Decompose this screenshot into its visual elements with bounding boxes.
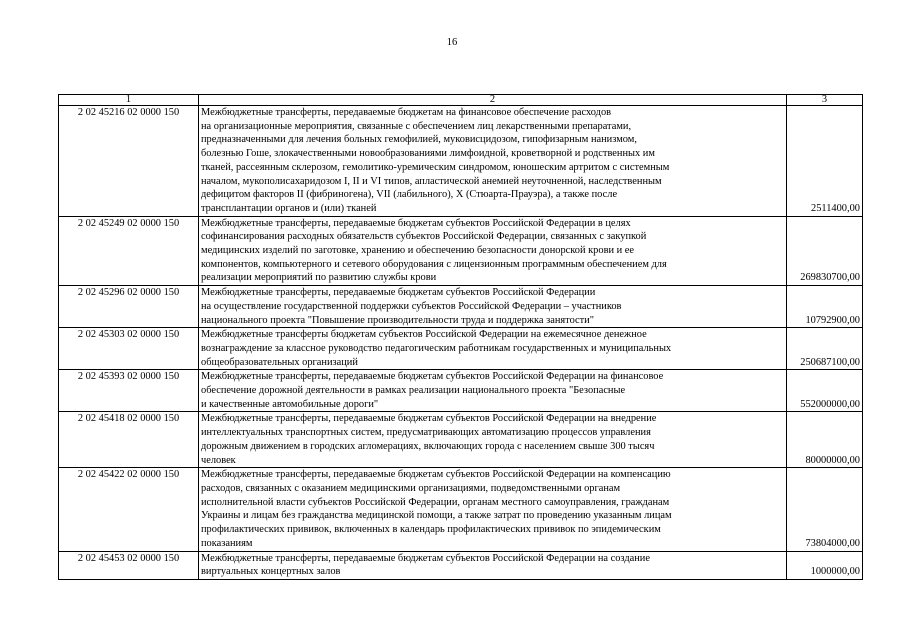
description-line: Межбюджетные трансферты, передаваемые бюджетам субъектов Российской Федерации на создание	[201, 552, 650, 564]
budget-code-cell: 2 02 45216 02 0000 150	[59, 106, 199, 217]
description-line: и качественные автомобильные дороги"	[201, 398, 379, 410]
description-line: на осуществление государственной поддержки субъектов Российской Федерации – участников	[201, 300, 622, 312]
description-line: на организационные мероприятия, связанные с обеспечением лиц лекарственными препаратами,	[201, 120, 632, 132]
description-line: исполнительной власти субъектов Российской Федерации, органам местного самоуправления, гражданам	[201, 496, 670, 508]
table-header-row	[59, 95, 863, 106]
description-line: предназначенными для лечения больных гемофилией, муковисцидозом, гипофизарным нанизмом,	[201, 134, 637, 146]
description-line: Межбюджетные трансферты, передаваемые бюджетам субъектов Российской Федерации	[201, 287, 596, 299]
description-line: трансплантации органов и (или) тканей	[201, 202, 377, 214]
amount-cell: 2511400,00	[787, 106, 863, 217]
description-line: Межбюджетные трансферты, передаваемые бюджетам субъектов Российской Федерации в целях	[201, 217, 631, 229]
description-line: Межбюджетные трансферты, передаваемые бюджетам на финансовое обеспечение расходов	[201, 107, 612, 118]
budget-code-cell: 2 02 45422 02 0000 150	[59, 468, 199, 551]
description-line: началом, мукополисахаридозом I, II и VI типов, апластической анемией неуточненной, наследственным	[201, 175, 662, 187]
description-line: Межбюджетные трансферты, передаваемые бюджетам субъектов Российской Федерации на компенсацию	[201, 469, 671, 481]
budget-code-cell: 2 02 45418 02 0000 150	[59, 412, 199, 468]
description-line: болезнью Гоше, злокачественными новообразованиями лимфоидной, кроветворной и родственных им	[201, 148, 655, 160]
description-line: дорожным движением в городских агломерациях, включающих города с населением свыше 300 тысяч	[201, 440, 655, 452]
amount-cell: 73804000,00	[787, 468, 863, 551]
description-cell	[199, 286, 787, 328]
description-line: Межбюджетные трансферты бюджетам субъектов Российской Федерации на ежемесячное денежное	[201, 329, 647, 341]
table-row	[59, 286, 863, 328]
table-row	[59, 551, 863, 579]
column-header-code: 1	[59, 95, 199, 106]
amount-cell: 269830700,00	[787, 216, 863, 286]
page-number: 16	[446, 37, 458, 48]
table-row	[59, 216, 863, 286]
amount-cell: 552000000,00	[787, 370, 863, 412]
description-line: дефицитом факторов II (фибриногена), VII (лабильного), X (Стюарта-Прауэра), а также после	[201, 189, 618, 201]
amount-cell: 1000000,00	[787, 551, 863, 579]
amount-cell: 10792900,00	[787, 286, 863, 328]
budget-code-cell: 2 02 45296 02 0000 150	[59, 286, 199, 328]
amount-cell: 250687100,00	[787, 328, 863, 370]
description-line: реализации мероприятий по развитию службы крови	[201, 272, 437, 284]
description-cell	[199, 468, 787, 551]
amount-cell: 80000000,00	[787, 412, 863, 468]
description-line: национального проекта "Повышение производительности труда и поддержка занятости"	[201, 314, 594, 326]
description-line: Межбюджетные трансферты, передаваемые бюджетам субъектов Российской Федерации на внедрение	[201, 413, 657, 425]
description-line: общеобразовательных организаций	[201, 356, 358, 368]
description-line: профилактических прививок, включенных в календарь профилактических прививок по эпидемическим	[201, 524, 661, 536]
table-row	[59, 370, 863, 412]
description-cell	[199, 106, 787, 217]
description-line: компонентов, компьютерного и сетевого оборудования с лицензионным программным обеспечением для	[201, 258, 667, 270]
description-line: показаниям	[201, 537, 253, 549]
description-cell	[199, 551, 787, 579]
description-line: Украины и лицам без гражданства медицинской помощи, а также затрат по проведению указанным лицам	[201, 510, 672, 522]
description-line: Межбюджетные трансферты, передаваемые бюджетам субъектов Российской Федерации на финансовое	[201, 371, 664, 383]
column-header-amount: 3	[787, 95, 863, 106]
column-header-description: 2	[199, 95, 787, 106]
budget-revenue-table	[58, 94, 863, 580]
table-row	[59, 468, 863, 551]
description-cell	[199, 412, 787, 468]
description-line: софинансирования расходных обязательств субъектов Российской Федерации, связанных с закупкой	[201, 231, 647, 243]
description-cell	[199, 370, 787, 412]
budget-code-cell: 2 02 45249 02 0000 150	[59, 216, 199, 286]
description-line: виртуальных концертных залов	[201, 566, 341, 578]
description-line: вознаграждение за классное руководство педагогическим работникам государственных и муниципальных	[201, 342, 672, 354]
table-row	[59, 328, 863, 370]
table-row	[59, 106, 863, 217]
budget-code-cell: 2 02 45453 02 0000 150	[59, 551, 199, 579]
table-row	[59, 412, 863, 468]
description-line: человек	[201, 454, 236, 466]
description-cell	[199, 328, 787, 370]
description-line: расходов, связанных с оказанием медицинскими организациями, подведомственными органам	[201, 482, 621, 494]
budget-code-cell: 2 02 45393 02 0000 150	[59, 370, 199, 412]
description-line: медицинских изделий по заготовке, хранению и обеспечению безопасности донорской крови и ее	[201, 245, 635, 257]
budget-code-cell: 2 02 45303 02 0000 150	[59, 328, 199, 370]
description-cell	[199, 216, 787, 286]
description-line: интеллектуальных транспортных систем, предусматривающих автоматизацию процессов управления	[201, 427, 651, 439]
description-line: тканей, рассеянным склерозом, гемолитико-уремическим синдромом, юношеским артритом с системным	[201, 161, 670, 173]
description-line: обеспечение дорожной деятельности в рамках реализации национального проекта "Безопасные	[201, 385, 626, 397]
